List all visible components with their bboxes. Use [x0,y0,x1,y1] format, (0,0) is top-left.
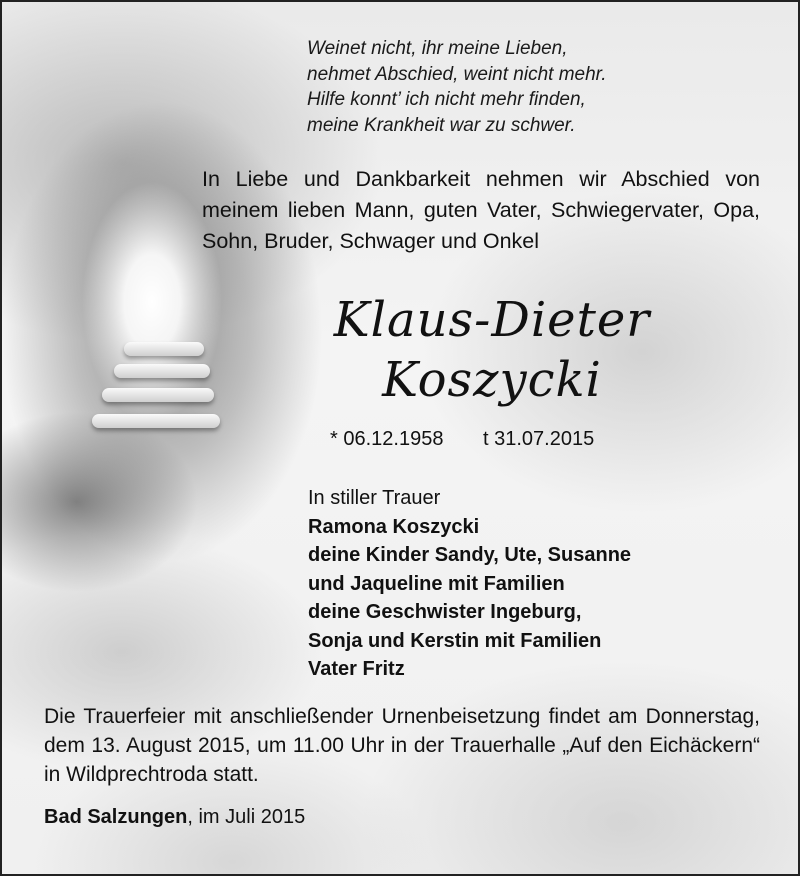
mourner-line: Ramona Koszycki [308,515,480,538]
poem-line: Weinet nicht, ihr meine Lieben, [307,38,568,59]
death-date: t 31.07.2015 [483,428,595,450]
mourner-line: Sonja und Kerstin mit Familien [308,629,602,652]
place: Bad Salzungen [44,806,188,828]
stairs-to-light-image [90,342,230,452]
stair-step [92,414,220,428]
mourning-intro: In stiller Trauer [308,487,441,509]
stair-step [124,342,204,356]
birth-date: * 06.12.1958 [330,428,444,450]
mourner-line: Vater Fritz [308,658,405,680]
mourner-line: deine Kinder Sandy, Ute, Susanne [308,544,632,566]
poem [307,36,607,138]
stair-step [102,388,214,402]
place-date-line [44,806,305,829]
poem-line: meine Krankheit war zu schwer. [307,114,576,136]
life-dates [330,428,594,451]
intro-text: In Liebe und Dankbarkeit nehmen wir Abschied von meinem lieben Mann, guten Vater, Schwiegervater, Opa, Sohn, Bruder, Schwager und Onkel [202,167,760,253]
mourner-line: deine Geschwister Ingeburg, [308,601,582,623]
poem-line: Hilfe konnt’ ich nicht mehr finden, [307,89,586,110]
stair-step [114,364,210,378]
deceased-first-name: Klaus-Dieter [333,292,651,348]
deceased-last-name: Koszycki [382,352,602,408]
mourners-block [308,484,631,684]
notice-date: , im Juli 2015 [187,806,306,828]
ceremony-text: Die Trauerfeier mit anschließender Urnenbeisetzung findet am Donnerstag, dem 13. August 2015, um 11.00 Uhr in der Trauerhalle „Auf den Eichäckern“ in Wildprechtroda statt. [44,705,760,786]
poem-line: nehmet Abschied, weint nicht mehr. [307,63,607,85]
mourner-line: und Jaqueline mit Familien [308,572,565,595]
